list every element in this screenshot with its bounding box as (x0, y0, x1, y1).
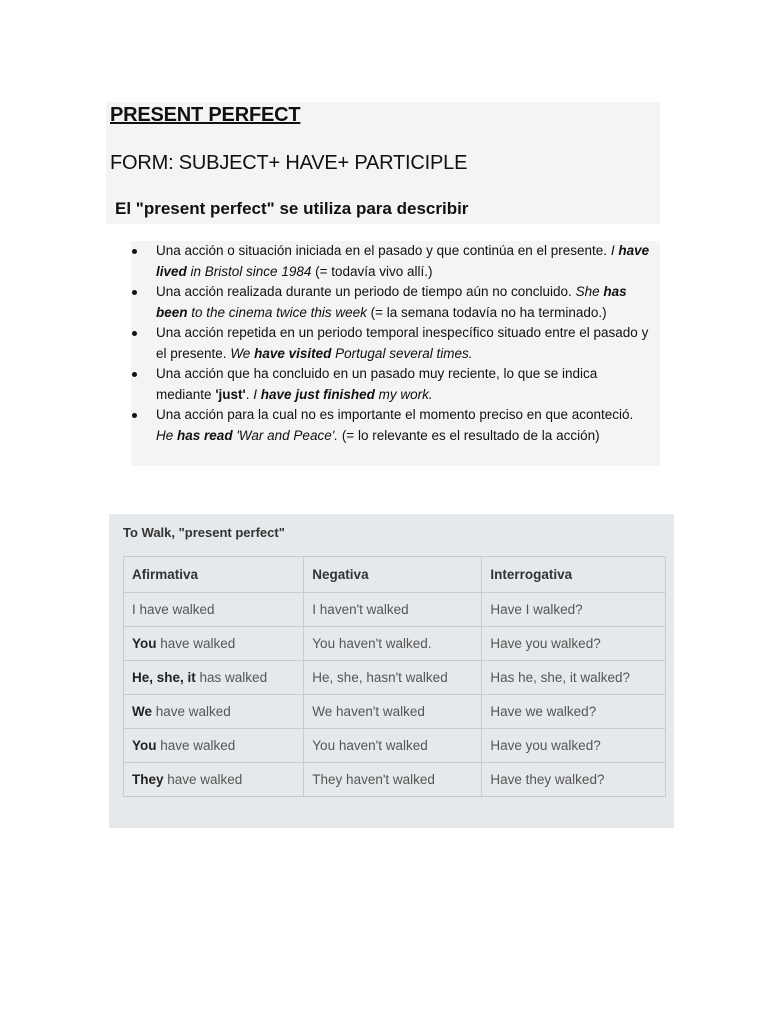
subject-text: You (132, 636, 157, 651)
subject-text: He, she, it (132, 670, 196, 685)
conjugation-table-card (109, 514, 674, 828)
cell-affirmative (124, 729, 304, 763)
usage-list-block (131, 241, 660, 466)
table-row (124, 661, 666, 695)
bullet-icon (132, 331, 137, 336)
cell-negative: You haven't walked. (304, 627, 482, 661)
verb-text: have walked (152, 704, 231, 719)
verb-text: have walked (156, 636, 236, 651)
cell-negative: They haven't walked (304, 763, 482, 797)
cell-affirmative (124, 661, 304, 695)
cell-negative: You haven't walked (304, 729, 482, 763)
usage-text: Una acción o situación iniciada en el pasado y que continúa en el presente. (156, 243, 608, 258)
example-text: We (230, 345, 251, 361)
cell-affirmative (124, 695, 304, 729)
header-interrogative: Interrogativa (482, 557, 666, 593)
bullet-icon (132, 372, 137, 377)
table-row (124, 729, 666, 763)
usage-text: Una acción para la cual no es importante el momento preciso en que aconteció. (156, 407, 634, 422)
usage-note: (= todavía vivo allí.) (315, 263, 433, 279)
example-text: 'War and Peace'. (236, 427, 339, 443)
cell-interrogative: Have I walked? (482, 593, 666, 627)
table-row (124, 593, 666, 627)
cell-affirmative (124, 627, 304, 661)
table-row (124, 763, 666, 797)
usage-text: Una acción realizada durante un periodo de tiempo aún no concluido. (156, 284, 572, 299)
bullet-icon (132, 290, 137, 295)
table-row (124, 695, 666, 729)
cell-interrogative: Have you walked? (482, 627, 666, 661)
example-verb: have just finished (260, 386, 375, 402)
list-item (131, 405, 660, 446)
example-text: She (575, 284, 600, 299)
cell-negative: We haven't walked (304, 695, 482, 729)
usage-note: (= la semana todavía no ha terminado.) (370, 304, 607, 320)
usage-text: Una acción que ha concluido en un pasado muy reciente, lo que se indica mediante (156, 366, 598, 402)
bullet-icon (132, 413, 137, 418)
page-title: PRESENT PERFECT (110, 104, 301, 126)
cell-interrogative: Have they walked? (482, 763, 666, 797)
subject-text: They (132, 772, 164, 787)
list-item (131, 364, 660, 405)
verb-text: I have walked (132, 602, 215, 617)
list-item (131, 282, 660, 323)
header-block (106, 102, 660, 224)
conjugation-table (123, 556, 666, 797)
keyword-just: 'just' (215, 386, 246, 402)
list-item (131, 241, 660, 282)
cell-interrogative: Has he, she, it walked? (482, 661, 666, 695)
example-verb: have visited (254, 345, 332, 361)
example-text: Portugal several times. (335, 345, 473, 361)
intro-heading: El "present perfect" se utiliza para describir (115, 199, 469, 218)
example-text: to the cinema twice this week (191, 304, 367, 320)
bullet-icon (132, 249, 137, 254)
cell-affirmative (124, 763, 304, 797)
cell-affirmative (124, 593, 304, 627)
cell-interrogative: Have we walked? (482, 695, 666, 729)
table-header-row (124, 557, 666, 593)
cell-interrogative: Have you walked? (482, 729, 666, 763)
example-text: I (253, 386, 258, 402)
verb-text: have walked (156, 738, 236, 753)
cell-negative: He, she, hasn't walked (304, 661, 482, 695)
example-text: my work. (378, 386, 433, 402)
list-item (131, 323, 660, 364)
subject-text: You (132, 738, 157, 753)
verb-text: have walked (163, 772, 243, 787)
example-text: I (610, 243, 615, 258)
subject-text: We (132, 704, 153, 719)
usage-list (131, 241, 660, 446)
example-text: He (156, 427, 174, 443)
example-verb: have lived (156, 243, 650, 279)
table-title: To Walk, "present perfect" (123, 525, 285, 540)
usage-text: Una acción repetida en un periodo temporal inespecífico situado entre el pasado y el presente. (156, 325, 649, 361)
form-heading: FORM: SUBJECT+ HAVE+ PARTICIPLE (110, 152, 468, 174)
verb-text: has walked (195, 670, 268, 685)
usage-note: (= lo relevante es el resultado de la acción) (341, 427, 600, 443)
example-verb: has been (156, 284, 627, 320)
punctuation: . (245, 386, 250, 402)
example-verb: has read (177, 427, 233, 443)
header-negative: Negativa (304, 557, 482, 593)
cell-negative: I haven't walked (304, 593, 482, 627)
table-row (124, 627, 666, 661)
example-text: in Bristol since 1984 (190, 263, 312, 279)
header-affirmative: Afirmativa (124, 557, 304, 593)
